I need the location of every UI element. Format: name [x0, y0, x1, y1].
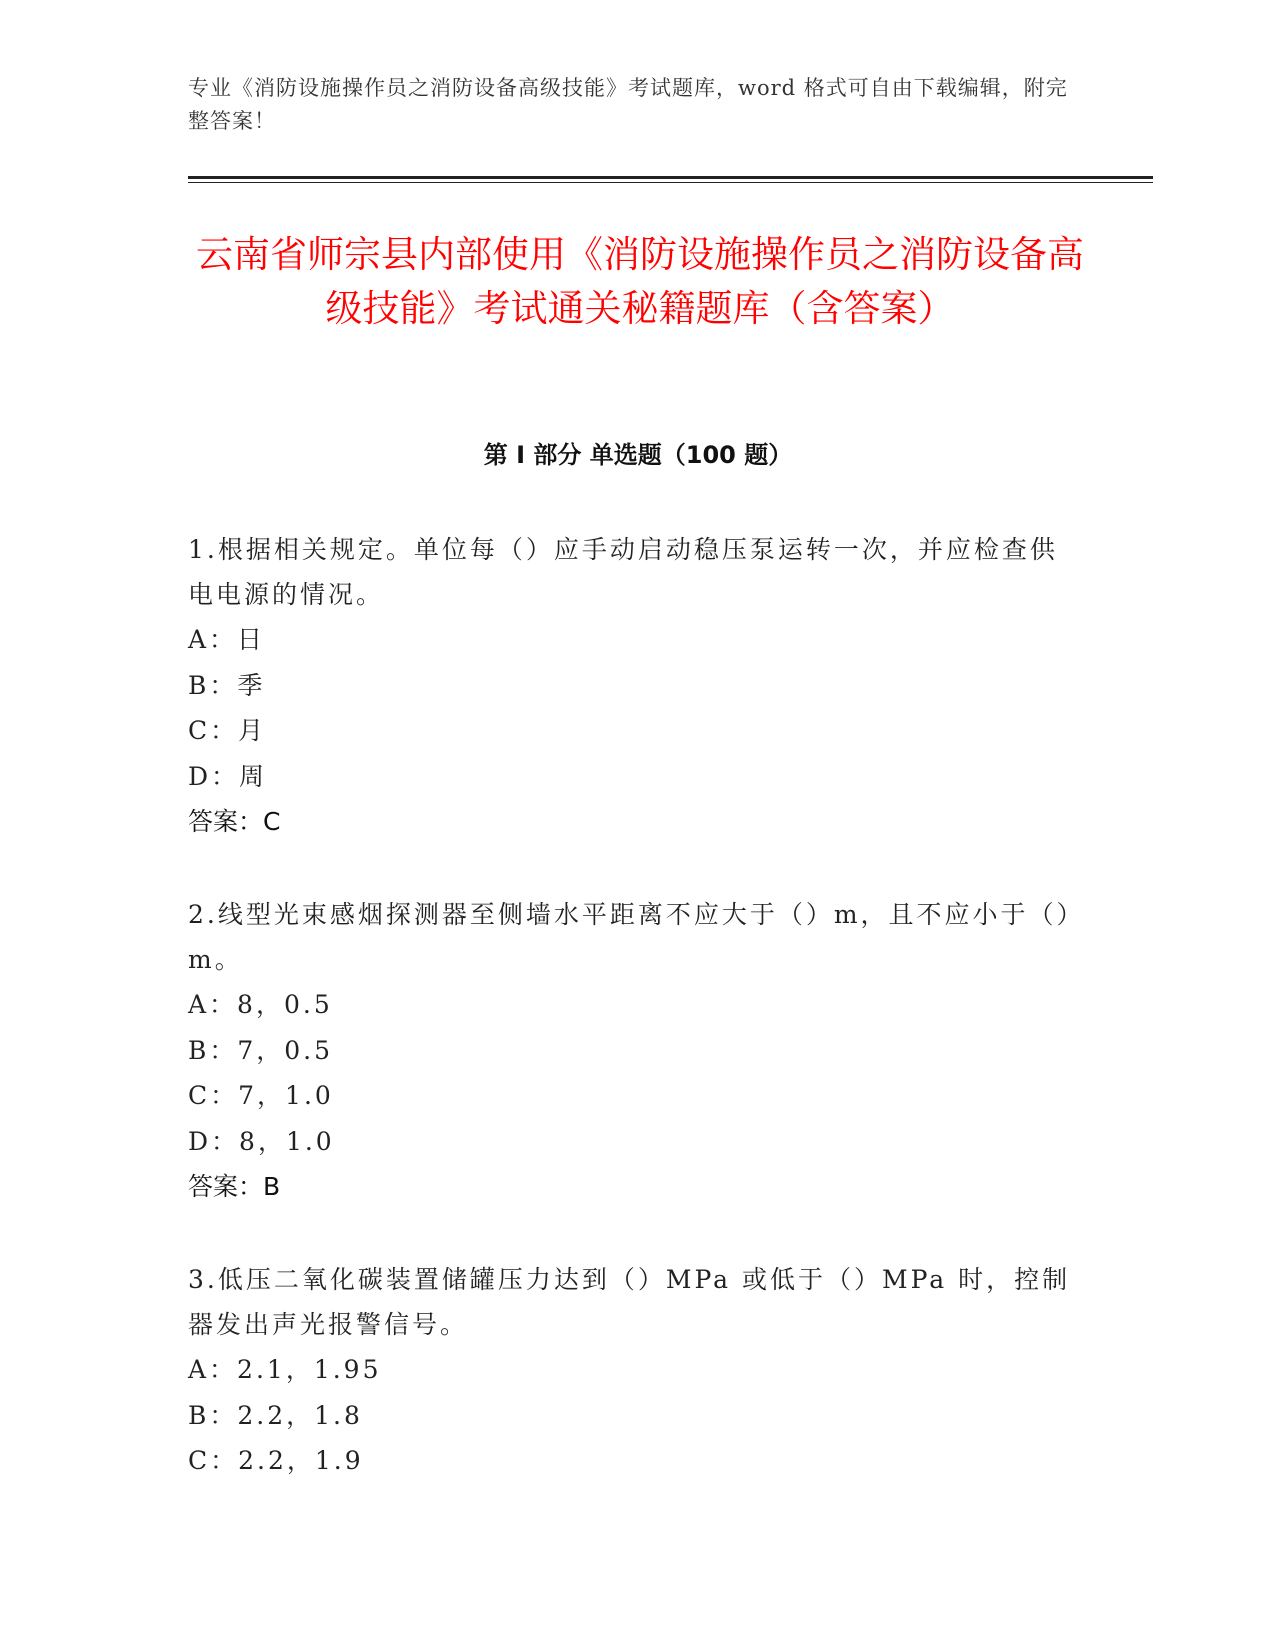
- section-heading: 第 I 部分 单选题（100 题）: [483, 441, 793, 469]
- option-b: B：季: [188, 670, 266, 700]
- header-note: 专业《消防设施操作员之消防设备高级技能》考试题库，word 格式可自由下载编辑，附完整答案！: [188, 76, 1068, 133]
- option-d: D：周: [188, 761, 268, 791]
- option-c: C：7，1.0: [188, 1081, 334, 1110]
- option-a: A：日: [188, 625, 266, 654]
- question-stem: 3.低压二氧化碳装置储罐压力达到（）MPa 或低于（）MPa 时，控制器发出声光报警信号。: [188, 1265, 1071, 1339]
- option-d: D：8，1.0: [188, 1126, 335, 1156]
- question-2: [188, 892, 1078, 1209]
- question-stem: 2.线型光束感烟探测器至侧墙水平距离不应大于（）m，且不应小于（）m。: [188, 900, 1073, 974]
- question-3: [188, 1257, 1078, 1484]
- option-b: B：2.2，1.8: [188, 1400, 363, 1430]
- question-stem: 1.根据相关规定。单位每（）应手动启动稳压泵运转一次，并应检查供电电源的情况。: [188, 535, 1058, 609]
- option-b: B：7，0.5: [188, 1035, 334, 1065]
- question-list: [188, 527, 1078, 1532]
- option-a: A：2.1，1.95: [188, 1355, 382, 1384]
- option-c: C：2.2，1.9: [188, 1446, 364, 1475]
- option-c: C：月: [188, 716, 267, 745]
- answer-line: 答案：C: [188, 807, 281, 836]
- header-divider-thin: [188, 182, 1153, 183]
- answer-line: 答案：B: [188, 1172, 281, 1201]
- header-divider-thick: [188, 176, 1153, 179]
- question-1: [188, 527, 1078, 844]
- document-title: 云南省师宗县内部使用《消防设施操作员之消防设备高级技能》考试通关秘籍题库（含答案）: [196, 233, 1084, 330]
- option-a: A：8，0.5: [188, 990, 333, 1019]
